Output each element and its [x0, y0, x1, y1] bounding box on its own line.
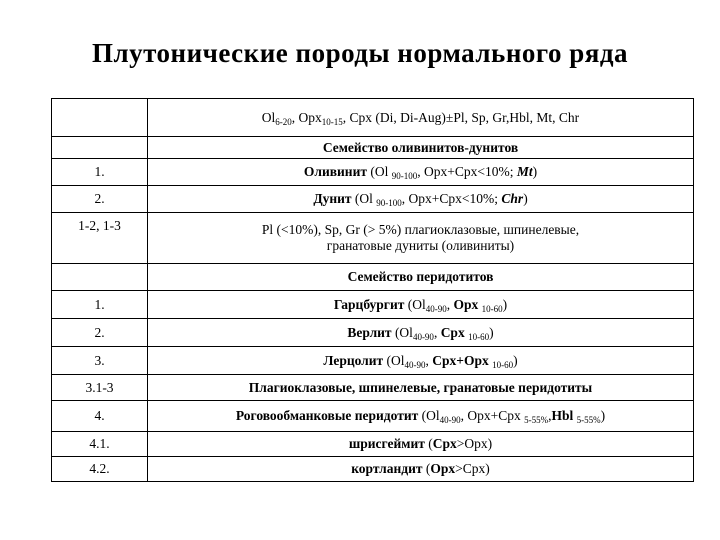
section-peridotite-family: Семейство перидотитов	[148, 264, 694, 291]
row-description: Верлит ($Ol_{40-90}$, Cpx $_{10-60}$)	[148, 319, 694, 347]
row-number: 2.	[52, 186, 148, 213]
row-description: Оливинит (Ol $_{90-100}$, Opx+Cpx<10%; Mt)	[148, 159, 694, 186]
table-row	[52, 375, 694, 401]
row-number: 4.2.	[52, 457, 148, 482]
row-description: Лерцолит ($Ol_{40-90}$, Cpx+Opx $_{10-60}$)	[148, 347, 694, 375]
row-description: шрисгеймит (Cpx>Opx)	[148, 432, 694, 457]
row-number: 4.	[52, 401, 148, 432]
table-row	[52, 213, 694, 264]
row-description: кортландит (Opx>Cpx)	[148, 457, 694, 482]
rock-classification-table	[51, 98, 694, 482]
table-row	[52, 186, 694, 213]
row-description: Плагиоклазовые, шпинелевые, гранатовые перидотиты	[148, 375, 694, 401]
header-minerals: $Ol_{6-20}$, Opx$_{10-15}$, Cpx (Di, Di-Aug)±Pl, Sp, Gr,Hbl, Mt, Chr	[148, 99, 694, 137]
table-row	[52, 432, 694, 457]
row-description: Роговообманковые перидотит ($Ol_{40-90}$, Opx+Cpx $_{5-55\%}$,Hbl $_{5-55\%}$)	[148, 401, 694, 432]
section-dunite-family: Семейство оливинитов-дунитов	[148, 137, 694, 159]
row-number: 2.	[52, 319, 148, 347]
row-number: 1.	[52, 291, 148, 319]
row-number: 1.	[52, 159, 148, 186]
table-row	[52, 291, 694, 319]
table-row	[52, 401, 694, 432]
table-row	[52, 159, 694, 186]
row-description: Дунит (Ol $_{90-100}$, Opx+Cpx<10%; Chr)	[148, 186, 694, 213]
header-empty-cell	[52, 99, 148, 137]
section-row	[52, 137, 694, 159]
table-row	[52, 319, 694, 347]
table-row	[52, 347, 694, 375]
row-description: Pl (<10%), Sp, Gr (> 5%) плагиоклазовые, шпинелевые, гранатовые дуниты (оливиниты)	[148, 213, 694, 264]
page-title: Плутонические породы нормального ряда	[91, 38, 629, 68]
row-number: 3.1-3	[52, 375, 148, 401]
section-row	[52, 264, 694, 291]
row-description: Гарцбургит ($Ol_{40-90}$, Opx $_{10-60}$)	[148, 291, 694, 319]
row-number: 3.	[52, 347, 148, 375]
table-row	[52, 457, 694, 482]
row-number: 1-2, 1-3	[52, 213, 148, 264]
row-number: 4.1.	[52, 432, 148, 457]
table-header-row	[52, 99, 694, 137]
